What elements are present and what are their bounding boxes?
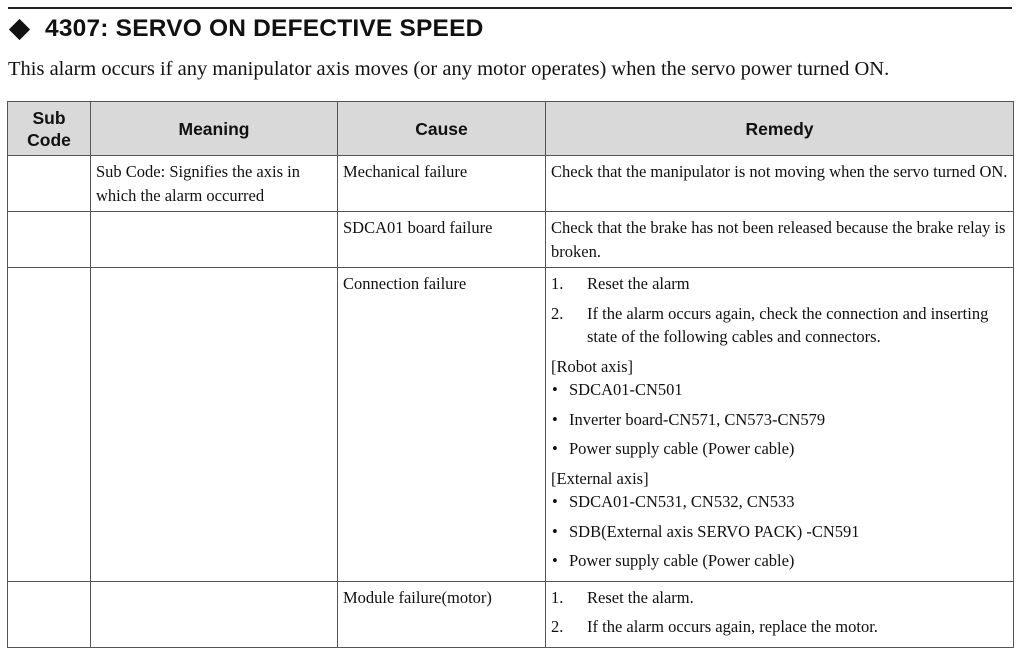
robot-axis-list: [551, 378, 1009, 461]
cell-meaning: [91, 212, 338, 268]
cell-meaning: [91, 268, 338, 582]
header-remedy: Remedy: [546, 102, 1014, 156]
external-axis-list: [551, 490, 1009, 573]
remedy-step: 2. If the alarm occurs again, check the connection and inserting state of the following cables and connectors.: [551, 303, 989, 346]
table-row: [8, 268, 1014, 582]
list-item: • SDB(External axis SERVO PACK) -CN591: [552, 521, 860, 541]
remedy-step: 1. Reset the alarm: [551, 274, 690, 293]
cell-cause: Connection failure: [338, 268, 546, 582]
alarm-description: This alarm occurs if any manipulator axis moves (or any motor operates) when the servo power turned ON.: [8, 58, 890, 80]
alarm-title: 4307: SERVO ON DEFECTIVE SPEED: [45, 15, 484, 42]
remedy-steps: [551, 272, 1009, 349]
alarm-heading: [6, 12, 484, 46]
header-cause: Cause: [338, 102, 546, 156]
cell-meaning: [91, 581, 338, 647]
table-row: [8, 212, 1014, 268]
external-axis-title: [External axis]: [551, 468, 649, 488]
alarm-table: [7, 101, 1014, 648]
cell-remedy: Check that the brake has not been released because the brake relay is broken.: [546, 212, 1014, 268]
cell-cause: SDCA01 board failure: [338, 212, 546, 268]
cell-meaning: Sub Code: Signifies the axis in which the alarm occurred: [91, 156, 338, 212]
cell-sub-code: [8, 156, 91, 212]
table-row: [8, 156, 1014, 212]
list-item: • SDCA01-CN501: [552, 380, 683, 399]
list-item: • SDCA01-CN531, CN532, CN533: [552, 492, 795, 511]
cell-cause: Module failure(motor): [338, 581, 546, 647]
heading-rule: [8, 7, 1012, 9]
cell-sub-code: [8, 212, 91, 268]
remedy-steps: [551, 586, 1009, 639]
header-sub-code: Sub Code: [8, 102, 91, 156]
list-item: • Power supply cable (Power cable): [552, 439, 795, 458]
list-item: • Inverter board-CN571, CN573-CN579: [552, 409, 826, 429]
list-item: • Power supply cable (Power cable): [552, 551, 795, 570]
cell-cause: Mechanical failure: [338, 156, 546, 212]
cell-remedy: Check that the manipulator is not moving when the servo turned ON.: [546, 156, 1014, 212]
header-meaning: Meaning: [91, 102, 338, 156]
cell-remedy: [546, 581, 1014, 647]
table-row: [8, 581, 1014, 647]
cell-sub-code: [8, 268, 91, 582]
remedy-step: 1. Reset the alarm.: [551, 587, 694, 607]
remedy-step: 2. If the alarm occurs again, replace the motor.: [551, 617, 878, 636]
diamond-icon: [9, 18, 30, 39]
cell-sub-code: [8, 581, 91, 647]
robot-axis-title: [Robot axis]: [551, 356, 634, 376]
table-header-row: [8, 102, 1014, 156]
cell-remedy: [546, 268, 1014, 582]
